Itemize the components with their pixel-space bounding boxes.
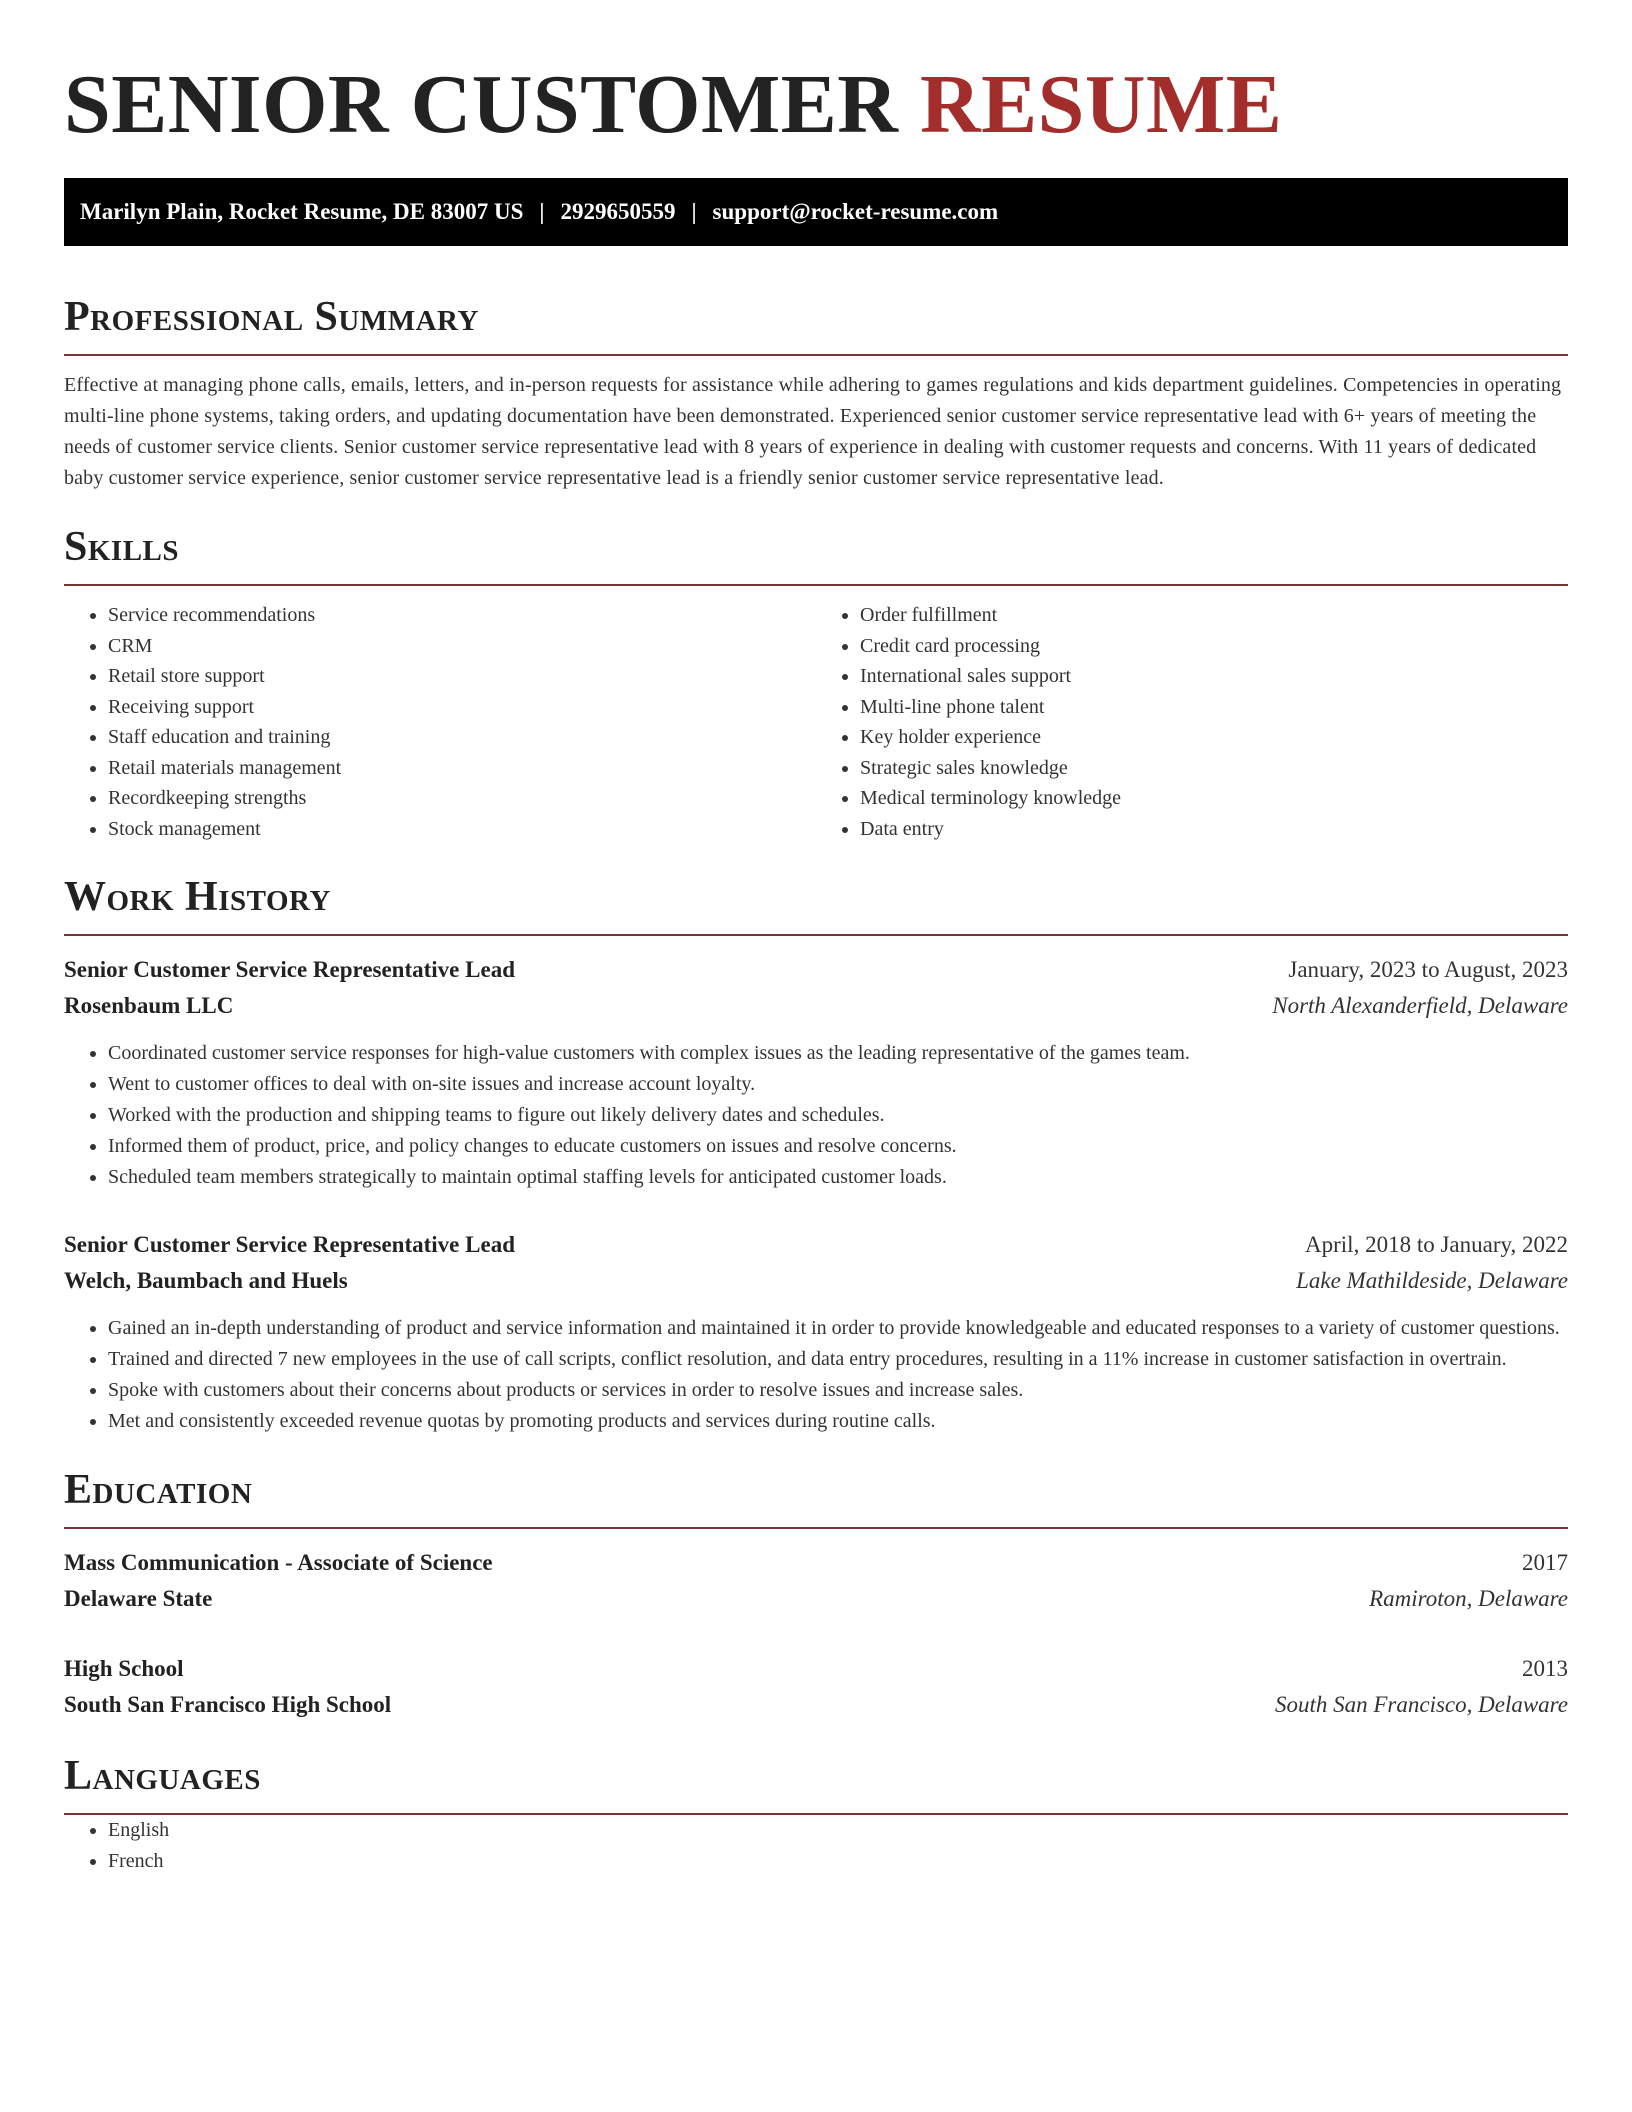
languages-section xyxy=(64,1753,1568,1877)
skill-item: • Staff education and training xyxy=(108,722,816,753)
skill-item: • International sales support xyxy=(860,661,1568,692)
job-bullet: • Met and consistently exceeded revenue quotas by promoting products and services during routine calls. xyxy=(108,1406,1568,1437)
job-bullet: • Trained and directed 7 new employees in the use of call scripts, conflict resolution, and data entry procedures, resulting in a 11% increase in customer satisfaction in overtrain. xyxy=(108,1344,1568,1375)
skill-item: • Order fulfillment xyxy=(860,600,1568,631)
job-entry xyxy=(64,1227,1568,1437)
job-bullet: • Spoke with customers about their concerns about products or services in order to resolve issues and increase sales. xyxy=(108,1375,1568,1406)
languages-list xyxy=(64,1815,1568,1877)
skill-item: • Multi-line phone talent xyxy=(860,692,1568,723)
job-title: Senior Customer Service Representative Lead xyxy=(64,957,515,982)
job-company: Rosenbaum LLC xyxy=(64,993,234,1018)
contact-bar xyxy=(64,178,1568,246)
skill-item: • Recordkeeping strengths xyxy=(108,783,816,814)
skills-column-right xyxy=(816,600,1568,844)
education-degree: High School xyxy=(64,1656,184,1681)
job-company-row xyxy=(64,988,1568,1024)
language-item: • English xyxy=(108,1815,1568,1846)
skills-section xyxy=(64,524,1568,844)
title-main: SENIOR CUSTOMER xyxy=(64,58,899,151)
job-dates: April, 2018 to January, 2022 xyxy=(1305,1232,1568,1257)
education-year: 2013 xyxy=(1522,1656,1568,1681)
skills-columns xyxy=(64,600,1568,844)
job-bullets xyxy=(64,1038,1568,1193)
skills-list-left xyxy=(64,600,816,844)
contact-separator: | xyxy=(539,199,545,224)
contact-address: Marilyn Plain, Rocket Resume, DE 83007 US xyxy=(80,199,524,224)
contact-phone: 2929650559 xyxy=(560,199,676,224)
languages-heading: Languages xyxy=(64,1753,1568,1815)
education-heading: Education xyxy=(64,1467,1568,1529)
skill-item: • Retail store support xyxy=(108,661,816,692)
job-bullet: • Went to customer offices to deal with on-site issues and increase account loyalty. xyxy=(108,1069,1568,1100)
summary-section xyxy=(64,294,1568,494)
summary-text: Effective at managing phone calls, emails, letters, and in-person requests for assistance while adhering to games regulations and kids department guidelines. Competencies in operating multi-line phone systems, taking orders, and updating documentation have been demonstrated. Experienced senior customer service representative lead with 6+ years of meeting the needs of customer service clients. Senior customer service representative lead with 8 years of experience in dealing with customer requests and concerns. With 11 years of dedicated baby customer service experience, senior customer service representative lead is a friendly senior customer service representative lead. xyxy=(64,374,1562,489)
skill-item: • Key holder experience xyxy=(860,722,1568,753)
skill-item: • Receiving support xyxy=(108,692,816,723)
skill-item: • Service recommendations xyxy=(108,600,816,631)
education-entry xyxy=(64,1651,1568,1723)
job-bullet: • Scheduled team members strategically to maintain optimal staffing levels for anticipated customer loads. xyxy=(108,1162,1568,1193)
skills-column-left xyxy=(64,600,816,844)
skill-item: • Medical terminology knowledge xyxy=(860,783,1568,814)
work-heading: Work History xyxy=(64,874,1568,936)
education-degree-row xyxy=(64,1651,1568,1687)
skill-item: • Strategic sales knowledge xyxy=(860,753,1568,784)
education-school: Delaware State xyxy=(64,1586,213,1611)
summary-heading: Professional Summary xyxy=(64,294,1568,356)
job-bullet: • Worked with the production and shipping teams to figure out likely delivery dates and schedules. xyxy=(108,1100,1568,1131)
contact-email: support@rocket-resume.com xyxy=(712,199,999,224)
job-title: Senior Customer Service Representative Lead xyxy=(64,1232,515,1257)
job-dates: January, 2023 to August, 2023 xyxy=(1288,957,1568,982)
education-location: South San Francisco, Delaware xyxy=(1274,1692,1568,1717)
education-degree: Mass Communication - Associate of Science xyxy=(64,1550,493,1575)
job-bullet: • Informed them of product, price, and policy changes to educate customers on issues and resolve concerns. xyxy=(108,1131,1568,1162)
education-school: South San Francisco High School xyxy=(64,1692,392,1717)
education-school-row xyxy=(64,1581,1568,1617)
skill-item: • Retail materials management xyxy=(108,753,816,784)
job-company-row xyxy=(64,1263,1568,1299)
title-accent: RESUME xyxy=(919,58,1283,151)
job-header-row xyxy=(64,952,1568,988)
education-year: 2017 xyxy=(1522,1550,1568,1575)
education-section xyxy=(64,1467,1568,1723)
job-location: North Alexanderfield, Delaware xyxy=(1272,993,1568,1018)
job-location: Lake Mathildeside, Delaware xyxy=(1296,1268,1568,1293)
job-entry xyxy=(64,952,1568,1193)
education-location: Ramiroton, Delaware xyxy=(1369,1586,1568,1611)
skill-item: • Credit card processing xyxy=(860,631,1568,662)
skills-list-right xyxy=(816,600,1568,844)
job-company: Welch, Baumbach and Huels xyxy=(64,1268,348,1293)
work-section xyxy=(64,874,1568,1437)
skills-heading: Skills xyxy=(64,524,1568,586)
job-bullet: • Coordinated customer service responses for high-value customers with complex issues as the leading representative of the games team. xyxy=(108,1038,1568,1069)
job-bullets xyxy=(64,1313,1568,1437)
skill-item: • Data entry xyxy=(860,814,1568,845)
skill-item: • CRM xyxy=(108,631,816,662)
language-item: • French xyxy=(108,1846,1568,1877)
education-entry xyxy=(64,1545,1568,1617)
resume-title xyxy=(64,60,1568,150)
job-bullet: • Gained an in-depth understanding of product and service information and maintained it in order to provide knowledgeable and educated responses to a variety of customer questions. xyxy=(108,1313,1568,1344)
skill-item: • Stock management xyxy=(108,814,816,845)
education-degree-row xyxy=(64,1545,1568,1581)
job-header-row xyxy=(64,1227,1568,1263)
contact-separator: | xyxy=(691,199,697,224)
education-school-row xyxy=(64,1687,1568,1723)
